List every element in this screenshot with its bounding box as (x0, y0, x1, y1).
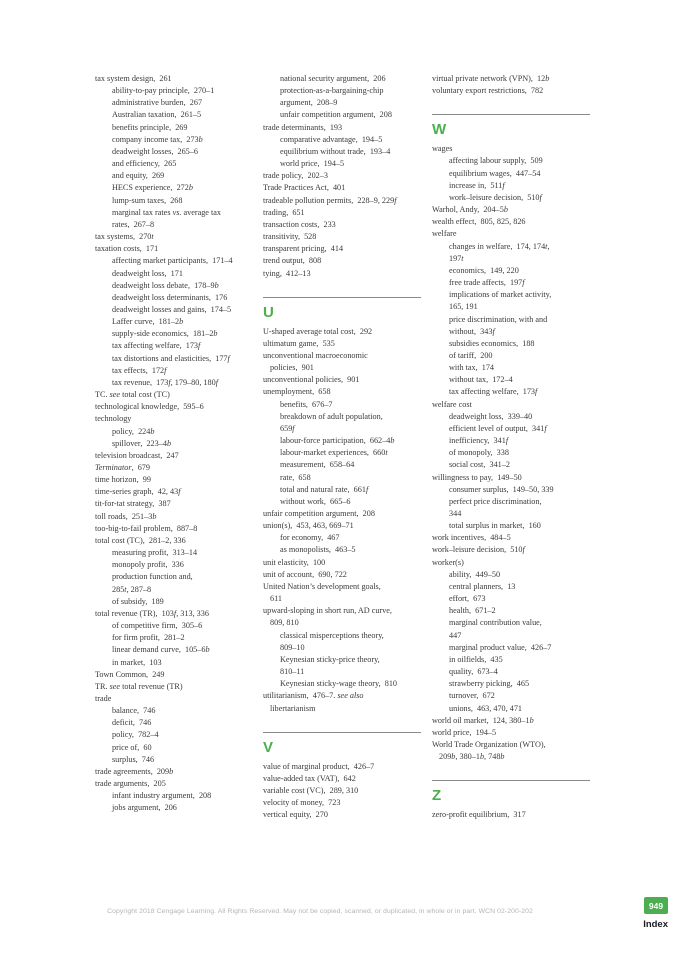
index-entry: United Nation’s development goals, (263, 581, 381, 591)
index-entry: inefficiency, 341f (449, 436, 509, 446)
index-entry: deadweight loss, 171 (112, 268, 183, 278)
index-entry: time horizon, 99 (95, 475, 151, 485)
index-entry: union(s), 453, 463, 669–71 (263, 521, 354, 531)
page-number-badge: 949 (644, 897, 668, 914)
footer-copyright-text: Copyright 2018 Cengage Learning. All Rights Reserved. May not be copied, scanned, or duplicated, in whole or in part. WCN 02-200-202 (107, 908, 533, 915)
index-entry: benefits principle, 269 (112, 122, 188, 132)
index-entry: monopoly profit, 336 (112, 560, 184, 570)
index-entry: marginal contribution value, (449, 618, 542, 628)
index-entry: worker(s) (432, 557, 464, 567)
index-entry: deadweight loss determinants, 176 (112, 292, 228, 302)
index-entry: in market, 103 (112, 657, 162, 667)
index-entry: tax effects, 172f (112, 365, 167, 375)
index-entry: 810–11 (280, 667, 305, 677)
index-entry: unconventional macroeconomic (263, 350, 368, 360)
index-entry: 809, 810 (270, 618, 299, 628)
index-entry: vertical equity, 270 (263, 810, 328, 820)
index-entry: trade determinants, 193 (263, 122, 343, 132)
index-entry: television broadcast, 247 (95, 450, 179, 460)
index-entry: 209b, 380–1b, 748b (439, 752, 505, 762)
index-entry: without, 343f (449, 326, 495, 336)
index-entry: world oil market, 124, 380–1b (432, 715, 534, 725)
index-entry: total revenue (TR), 103f, 313, 336 (95, 608, 209, 618)
index-entry: trading, 651 (263, 207, 305, 217)
index-entry: administrative burden, 267 (112, 98, 203, 108)
index-entry: and efficiency, 265 (112, 159, 177, 169)
section-letter-v: V (263, 738, 274, 756)
index-entry: and equity, 269 (112, 171, 165, 181)
index-entry: labour-force participation, 662–4b (280, 436, 395, 446)
index-entry: tit-for-tat strategy, 387 (95, 499, 171, 509)
index-entry: of competitive firm, 305–6 (112, 621, 203, 631)
index-entry: ability, 449–50 (449, 569, 501, 579)
index-entry: without work, 665–6 (280, 496, 351, 506)
index-entry: breakdown of adult population, (280, 411, 383, 421)
index-entry: variable cost (VC), 289, 310 (263, 785, 359, 795)
index-entry: changes in welfare, 174, 174t, (449, 241, 550, 251)
section-letter-u: U (263, 303, 274, 321)
index-entry: Trade Practices Act, 401 (263, 183, 346, 193)
index-entry: 197t (449, 253, 464, 263)
index-entry: unfair competition argument, 208 (263, 509, 375, 518)
index-entry: total cost (TC), 281–2, 336 (95, 535, 186, 545)
index-entry: Laffer curve, 181–2b (112, 317, 184, 327)
index-entry: national security argument, 206 (280, 74, 386, 83)
index-entry: velocity of money, 723 (263, 798, 341, 808)
index-entry: supply-side economics, 181–2b (112, 329, 218, 339)
index-entry: consumer surplus, 149–50, 339 (449, 484, 554, 494)
index-entry: deadweight losses and gains, 174–5 (112, 304, 232, 314)
index-entry: tax affecting welfare, 173f (449, 387, 538, 397)
section-divider (432, 114, 590, 115)
section-letter-z: Z (432, 787, 442, 805)
index-entry: trade (95, 693, 112, 703)
page-section-label: Index (643, 919, 668, 930)
index-entry: rates, 267–8 (112, 219, 155, 229)
index-entry: affecting labour supply, 509 (449, 156, 543, 166)
index-entry: welfare (432, 229, 457, 239)
index-entry: jobs argument, 206 (112, 803, 177, 813)
index-entry: work incentives, 484–5 (432, 533, 511, 543)
index-entry: 285t, 287–8 (112, 584, 152, 594)
index-column-left (95, 73, 261, 815)
index-entry: measuring profit, 313–14 (112, 548, 198, 558)
index-entry: total surplus in market, 160 (449, 521, 541, 531)
index-entry: benefits, 676–7 (280, 399, 333, 409)
index-entry: affecting market participants, 171–4 (112, 256, 233, 266)
index-entry: marginal product value, 426–7 (449, 642, 552, 652)
index-entry: trade arguments, 205 (95, 779, 166, 789)
index-entry: of monopoly, 338 (449, 448, 509, 458)
index-entry: infant industry argument, 208 (112, 791, 212, 801)
index-entry: economics, 149, 220 (449, 265, 519, 275)
index-entry: lump-sum taxes, 268 (112, 195, 183, 205)
index-entry: without tax, 172–4 (449, 375, 513, 385)
index-entry: social cost, 341–2 (449, 460, 510, 470)
index-entry: tying, 412–13 (263, 268, 311, 278)
index-entry: 809–10 (280, 642, 305, 652)
index-entry: policy, 224b (112, 426, 155, 436)
section-divider (263, 732, 421, 733)
index-entry: 344 (449, 509, 462, 518)
index-entry: classical misperceptions theory, (280, 630, 384, 640)
index-entry: effort, 673 (449, 594, 486, 604)
index-entry: technology (95, 414, 132, 424)
index-entry: labour-market experiences, 660t (280, 448, 388, 458)
index-entry: TC. see total cost (TC) (95, 390, 170, 400)
index-entry: transitivity, 528 (263, 232, 317, 242)
index-entry: Keynesian sticky-wage theory, 810 (280, 679, 398, 689)
index-entry: 447 (449, 630, 462, 640)
index-entry: unemployment, 658 (263, 387, 331, 397)
index-entry: tax revenue, 173f, 179–80, 180f (112, 377, 218, 387)
index-entry: implications of market activity, (449, 290, 552, 300)
index-entry: Town Common, 249 (95, 669, 165, 679)
index-entry: tax systems, 270t (95, 232, 154, 242)
index-entry: libertarianism (270, 703, 316, 713)
index-entry: 659f (280, 423, 295, 433)
index-entry: world price, 194–5 (432, 727, 497, 737)
index-entry: trade policy, 202–3 (263, 171, 328, 181)
index-entry: deadweight loss debate, 178–9b (112, 280, 219, 290)
index-entry: work–leisure decision, 510f (432, 545, 525, 555)
index-entry: comparative advantage, 194–5 (280, 134, 383, 144)
index-entry: tax system design, 261 (95, 74, 172, 83)
index-entry: tradeable pollution permits, 228–9, 229f (263, 195, 397, 205)
index-entry: trade agreements, 209b (95, 766, 174, 776)
section-letter-w: W (432, 121, 447, 139)
index-entry: company income tax, 273b (112, 134, 203, 144)
index-entry: strawberry picking, 465 (449, 679, 530, 689)
index-entry: world price, 194–5 (280, 159, 345, 169)
index-entry: balance, 746 (112, 706, 156, 716)
index-entry: surplus, 746 (112, 754, 155, 764)
index-entry: zero-profit equilibrium, 317 (432, 810, 526, 820)
index-entry: Warhol, Andy, 204–5b (432, 205, 508, 215)
index-column-middle (263, 73, 431, 821)
index-entry: ability-to-pay principle, 270–1 (112, 86, 215, 96)
index-entry: willingness to pay, 149–50 (432, 472, 522, 482)
index-entry: argument, 208–9 (280, 98, 338, 108)
index-entry: of tariff, 200 (449, 350, 493, 360)
index-entry: value-added tax (VAT), 642 (263, 773, 356, 783)
index-entry: unions, 463, 470, 471 (449, 703, 523, 713)
index-entry: welfare cost (432, 399, 472, 409)
index-column-right (432, 73, 600, 821)
index-entry: unit elasticity, 100 (263, 557, 326, 567)
index-entry: transparent pricing, 414 (263, 244, 344, 254)
index-entry: HECS experience, 272b (112, 183, 193, 193)
index-entry: Australian taxation, 261–5 (112, 110, 202, 120)
index-entry: price of, 60 (112, 742, 152, 752)
section-divider (432, 780, 590, 781)
index-entry: as monopolists, 463–5 (280, 545, 356, 555)
index-entry: TR. see total revenue (TR) (95, 681, 183, 691)
index-entry: protection-as-a-bargaining-chip (280, 86, 384, 96)
index-entry: with tax, 174 (449, 363, 495, 373)
index-entry: taxation costs, 171 (95, 244, 159, 254)
index-entry: spillover, 223–4b (112, 438, 172, 448)
index-entry: time-series graph, 42, 43f (95, 487, 181, 497)
index-entry: unconventional policies, 901 (263, 375, 360, 385)
index-entry: Terminator, 679 (95, 463, 150, 472)
index-entry: technological knowledge, 595–6 (95, 402, 204, 412)
index-entry: in oilfields, 435 (449, 654, 503, 664)
index-entry: transaction costs, 233 (263, 219, 336, 229)
index-entry: health, 671–2 (449, 606, 496, 616)
index-entry: measurement, 658–64 (280, 460, 355, 470)
index-entry: production function and, (112, 572, 193, 582)
index-entry: U-shaped average total cost, 292 (263, 326, 373, 336)
index-entry: equilibrium wages, 447–54 (449, 168, 541, 178)
index-entry: wealth effect, 805, 825, 826 (432, 217, 526, 227)
index-entry: unfair competition argument, 208 (280, 110, 392, 120)
index-entry: central planners, 13 (449, 581, 516, 591)
index-entry: subsidies economics, 188 (449, 338, 535, 348)
index-entry: efficient level of output, 341f (449, 423, 547, 433)
index-entry: policy, 782–4 (112, 730, 159, 740)
index-entry: utilitarianism, 476–7. see also (263, 691, 364, 701)
index-entry: deficit, 746 (112, 718, 152, 728)
index-entry: too-big-to-fail problem, 887–8 (95, 523, 198, 533)
index-entry: price discrimination, with and (449, 314, 548, 324)
index-entry: linear demand curve, 105–6b (112, 645, 210, 655)
index-entry: marginal tax rates vs. average tax (112, 207, 221, 217)
index-entry: unit of account, 690, 722 (263, 569, 347, 579)
index-entry: deadweight loss, 339–40 (449, 411, 533, 421)
index-entry: turnover, 672 (449, 691, 495, 701)
index-entry: ultimatum game, 535 (263, 338, 335, 348)
index-entry: toll roads, 251–3b (95, 511, 157, 521)
section-divider (263, 297, 421, 298)
index-entry: trend output, 808 (263, 256, 322, 266)
index-entry: equilibrium without trade, 193–4 (280, 146, 391, 156)
index-entry: tax distortions and elasticities, 177f (112, 353, 230, 363)
index-entry: 165, 191 (449, 302, 478, 312)
index-entry: perfect price discrimination, (449, 496, 542, 506)
index-entry: World Trade Organization (WTO), (432, 739, 546, 749)
index-entry: tax affecting welfare, 173f (112, 341, 201, 351)
index-entry: increase in, 511f (449, 180, 505, 190)
index-entry: 611 (270, 594, 282, 604)
index-entry: rate, 658 (280, 472, 311, 482)
index-entry: quality, 673–4 (449, 667, 498, 677)
index-entry: policies, 901 (270, 363, 314, 373)
index-entry: for economy, 467 (280, 533, 340, 543)
index-entry: total and natural rate, 661f (280, 484, 369, 494)
index-entry: virtual private network (VPN), 12b (432, 74, 550, 83)
index-entry: value of marginal product, 426–7 (263, 761, 375, 771)
index-entry: deadweight losses, 265–6 (112, 146, 198, 156)
index-entry: of subsidy, 189 (112, 596, 164, 606)
index-entry: work–leisure decision, 510f (449, 192, 542, 202)
index-entry: Keynesian sticky-price theory, (280, 654, 380, 664)
index-entry: wages (432, 144, 453, 154)
index-entry: free trade affects, 197f (449, 278, 525, 288)
index-entry: upward-sloping in short run, AD curve, (263, 606, 392, 616)
index-entry: for firm profit, 281–2 (112, 633, 185, 643)
index-entry: voluntary export restrictions, 782 (432, 86, 544, 96)
